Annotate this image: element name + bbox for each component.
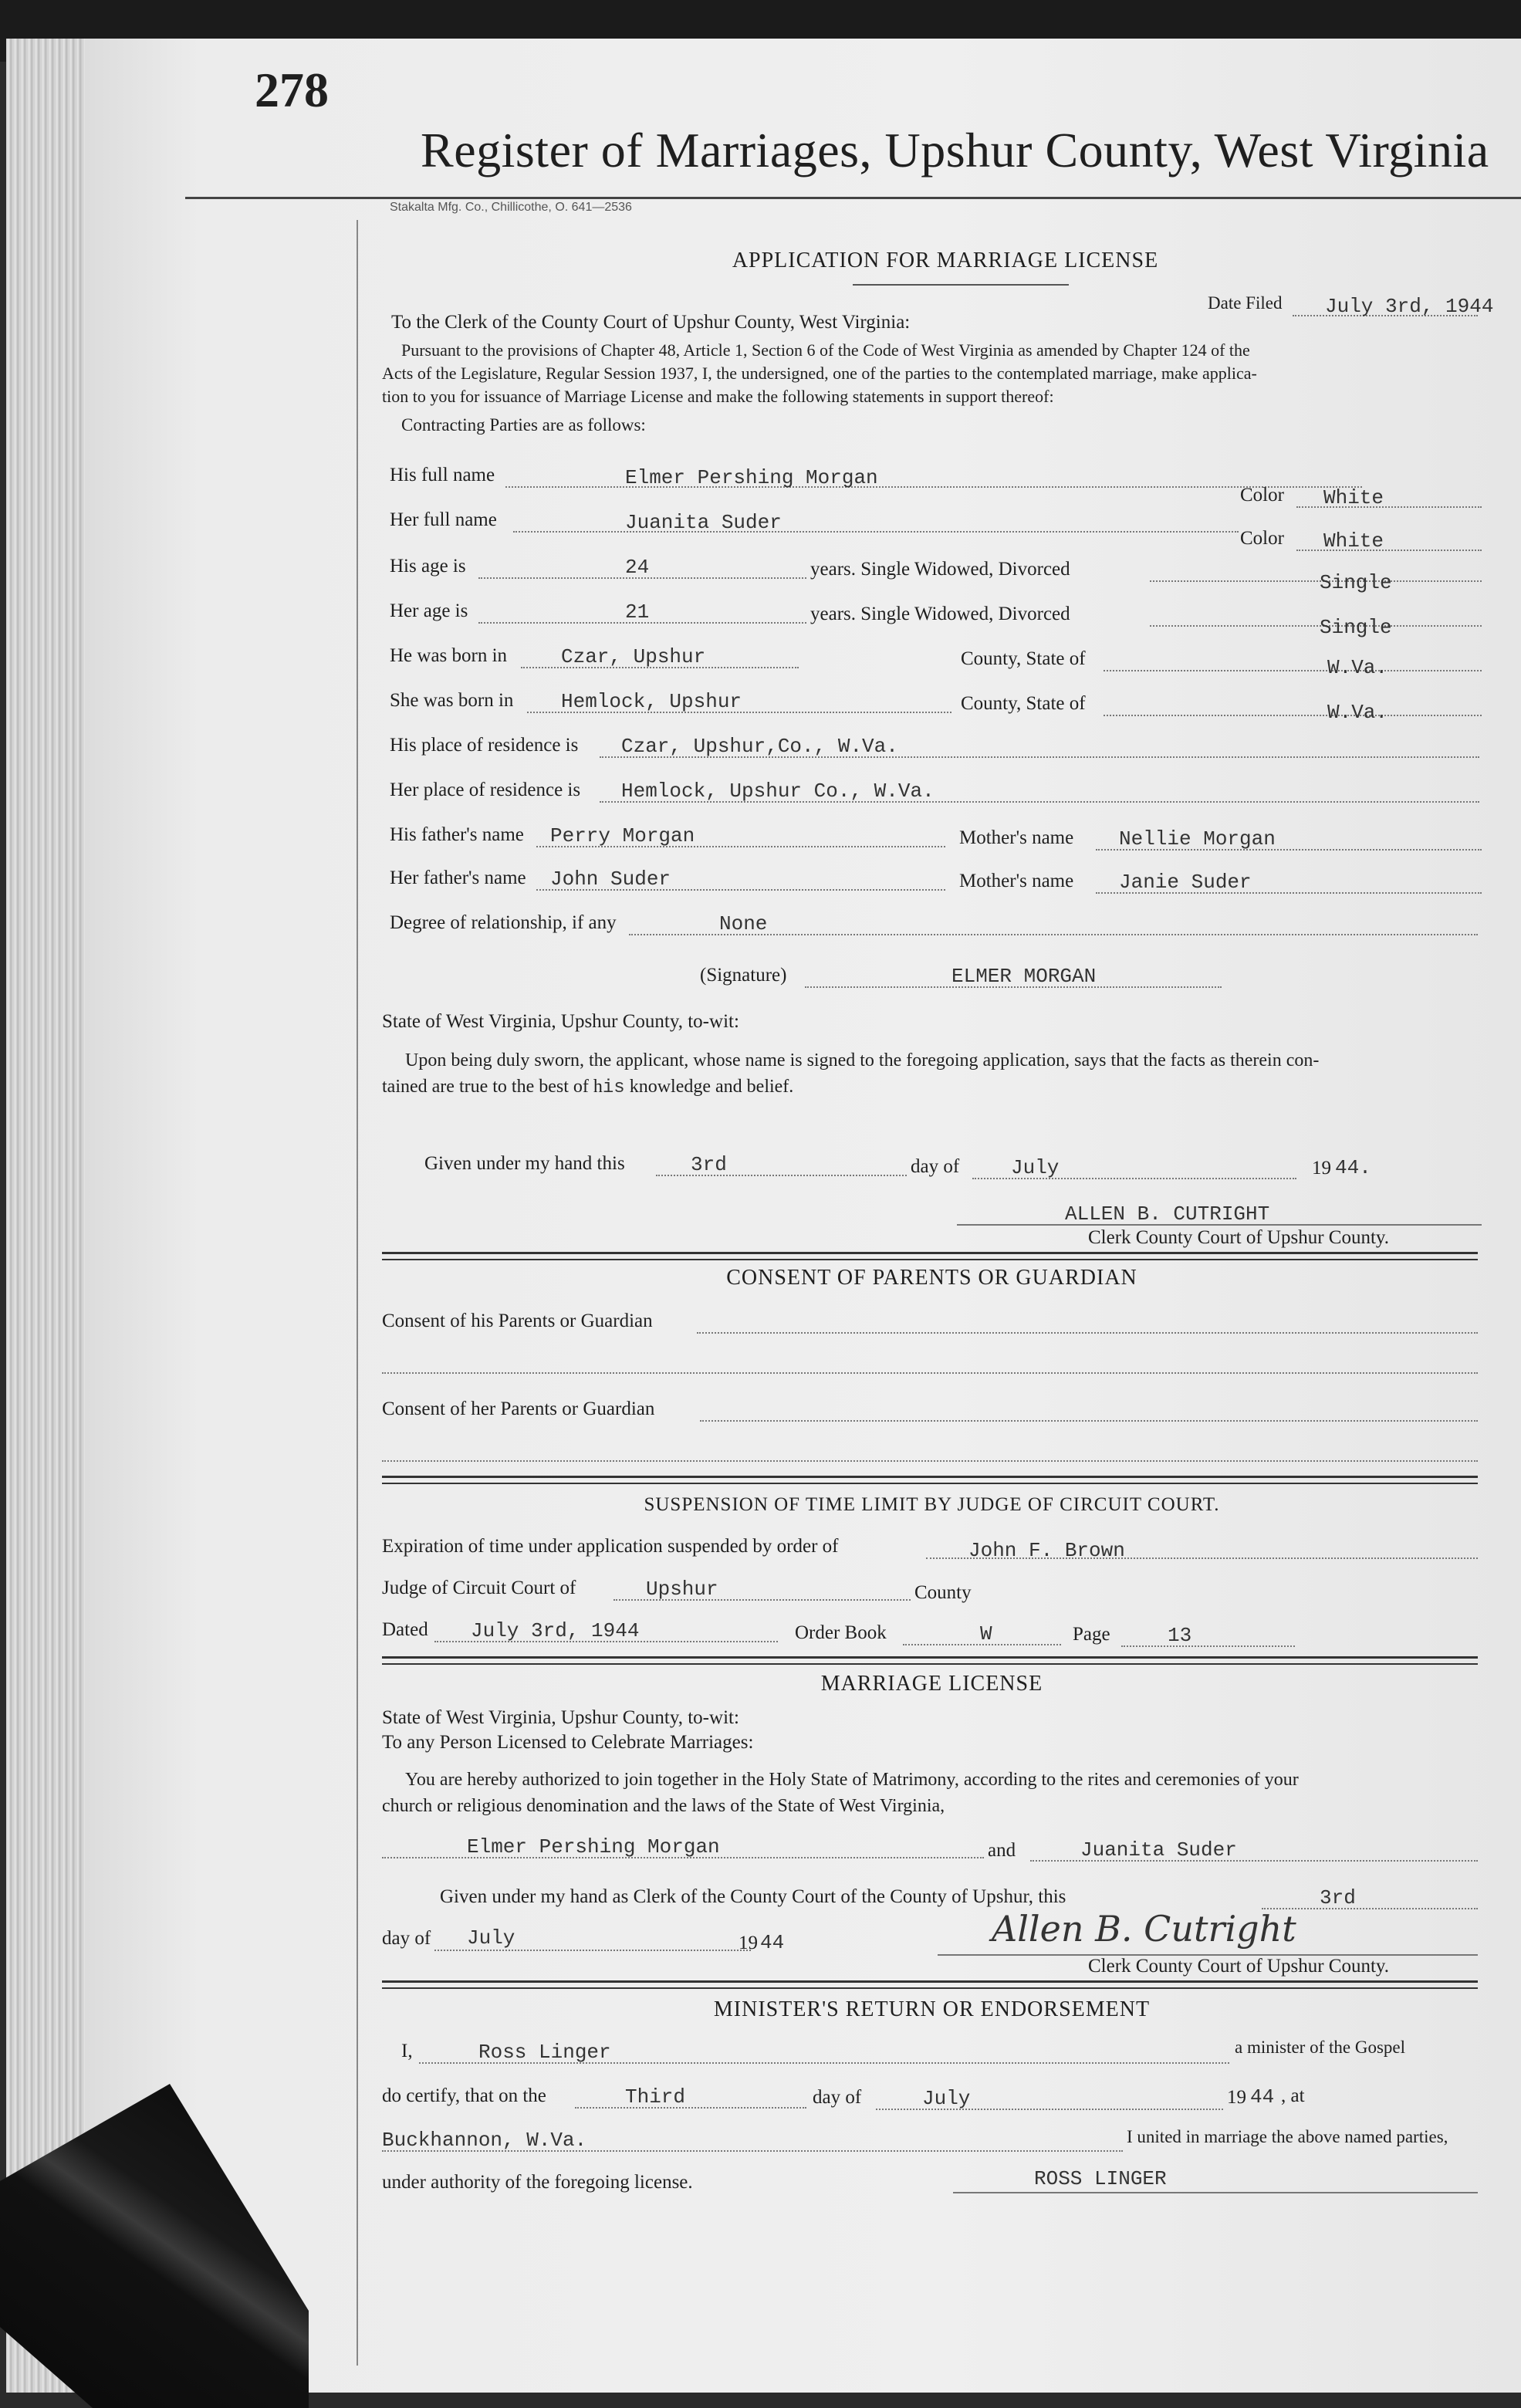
minister-day: Third [625, 2085, 686, 2109]
section-divider [382, 1980, 1478, 1989]
her-full-name-label: Her full name [390, 509, 497, 530]
his-color-value: White [1323, 486, 1384, 509]
her-color-label: Color [1240, 528, 1284, 549]
expiration-label: Expiration of time under application suspended by order of [382, 1536, 839, 1557]
given-month-value: July [1011, 1156, 1060, 1179]
license-day-of-label: day of [382, 1928, 431, 1949]
his-full-name-value: Elmer Pershing Morgan [625, 466, 878, 489]
her-mother-label: Mother's name [959, 871, 1074, 891]
his-residence-label: His place of residence is [390, 735, 579, 756]
his-status-value: Single [1320, 571, 1392, 594]
minister-gospel-label: a minister of the Gospel [1235, 2038, 1406, 2057]
she-born-value: Hemlock, Upshur [561, 690, 742, 713]
license-given-label: Given under my hand as Clerk of the County Court of the County of Upshur, this [440, 1886, 1066, 1907]
her-father-label: Her father's name [390, 867, 526, 888]
register-title: Register of Marriages, Upshur County, West Virginia [421, 123, 1489, 178]
certify-label: do certify, that on the [382, 2085, 546, 2106]
he-state-value: W.Va. [1327, 656, 1388, 679]
given-year-prefix: 19 [1312, 1158, 1331, 1179]
applicant-signature: ELMER MORGAN [951, 965, 1097, 988]
minister-heading: MINISTER'S RETURN OR ENDORSEMENT [713, 1997, 1151, 2021]
his-years-status-label: years. Single Widowed, Divorced [810, 559, 1070, 580]
judge-name-value: John F. Brown [968, 1539, 1125, 1562]
judge-label: Judge of Circuit Court of [382, 1578, 576, 1598]
page-label: Page [1073, 1624, 1110, 1645]
minister-day-of-label: day of [813, 2087, 862, 2108]
her-residence-value: Hemlock, Upshur Co., W.Va. [621, 780, 935, 803]
clerk-handwritten-signature: Allen B. Cutright [992, 1908, 1296, 1950]
his-mother-value: Nellie Morgan [1119, 827, 1276, 851]
his-full-name-label: His full name [390, 465, 495, 485]
license-clerk-title: Clerk County Court of Upshur County. [1088, 1956, 1390, 1977]
her-age-label: Her age is [390, 600, 468, 621]
his-color-label: Color [1240, 485, 1284, 506]
her-residence-label: Her place of residence is [390, 780, 581, 800]
license-heading: MARRIAGE LICENSE [820, 1672, 1043, 1696]
license-month: July [467, 1926, 515, 1950]
her-mother-value: Janie Suder [1119, 871, 1252, 894]
state-line: State of West Virginia, Upshur County, to-wit: [382, 1011, 739, 1032]
dated-label: Dated [382, 1619, 428, 1640]
given-year-value: 44. [1335, 1156, 1371, 1179]
form-left-rule [357, 220, 358, 2366]
page-number: 278 [255, 63, 329, 117]
her-color-value: White [1323, 529, 1384, 553]
he-born-value: Czar, Upshur [561, 645, 706, 668]
she-born-label: She was born in [390, 690, 514, 711]
his-mother-label: Mother's name [959, 827, 1074, 848]
license-auth-line-1: You are hereby authorized to join together in the Holy State of Matrimony, according to the rites and ceremonies of your [405, 1770, 1299, 1790]
degree-value: None [719, 912, 768, 935]
his-residence-value: Czar, Upshur,Co., W.Va. [621, 735, 898, 758]
license-to-any: To any Person Licensed to Celebrate Marriages: [382, 1732, 754, 1753]
header-rule [185, 197, 1521, 199]
minister-at-label: , at [1281, 2085, 1305, 2106]
her-father-value: John Suder [550, 867, 671, 891]
intro-line-3: tion to you for issuance of Marriage License and make the following statements in support thereof: [382, 387, 1054, 406]
sworn-line-2b: is [602, 1077, 625, 1098]
dated-value: July 3rd, 1944 [471, 1619, 640, 1642]
she-state-value: W.Va. [1327, 701, 1388, 724]
united-label: I united in marriage the above named parties, [1127, 2127, 1448, 2146]
minister-name: Ross Linger [478, 2041, 611, 2064]
his-age-label: His age is [390, 556, 466, 577]
license-year-prefix: 19 [739, 1933, 758, 1953]
she-county-state-label: County, State of [961, 693, 1086, 714]
minister-month: July [922, 2087, 971, 2110]
order-book-label: Order Book [795, 1622, 887, 1643]
signature-label: (Signature) [700, 965, 787, 986]
license-state-line: State of West Virginia, Upshur County, to-wit: [382, 1707, 739, 1728]
license-auth-line-2: church or religious denomination and the laws of the State of West Virginia, [382, 1796, 945, 1816]
license-year: 44 [760, 1931, 785, 1954]
order-book-value: W [980, 1622, 992, 1645]
her-age-value: 21 [625, 600, 650, 624]
section-divider [382, 1656, 1478, 1665]
section-divider [382, 1252, 1478, 1260]
ceremony-place: Buckhannon, W.Va. [382, 2129, 587, 2152]
he-county-state-label: County, State of [961, 648, 1086, 669]
application-heading: APPLICATION FOR MARRIAGE LICENSE [732, 249, 1159, 272]
bride-name: Juanita Suder [1080, 1838, 1237, 1862]
intro-line-1: Pursuant to the provisions of Chapter 48, Article 1, Section 6 of the Code of West Virginia as amended by Chapter 124 of the [401, 340, 1250, 360]
suspension-heading: SUSPENSION OF TIME LIMIT BY JUDGE OF CIRCUIT COURT. [644, 1494, 1220, 1515]
sworn-line-2a: tained are true to the best of h [382, 1077, 603, 1097]
intro-line-2: Acts of the Legislature, Regular Session 1937, I, the undersigned, one of the parties to the contemplated marriage, make applica- [382, 364, 1257, 383]
given-label: Given under my hand this [424, 1153, 625, 1174]
his-age-value: 24 [625, 556, 650, 579]
he-born-label: He was born in [390, 645, 508, 666]
minister-i-label: I, [401, 2041, 413, 2061]
minister-year: 44 [1250, 2085, 1275, 2109]
county-label: County [914, 1582, 972, 1603]
minister-signature: ROSS LINGER [1034, 2167, 1167, 2190]
clerk-title: Clerk County Court of Upshur County. [1088, 1227, 1390, 1248]
heading-underline [853, 284, 1069, 286]
consent-her-label: Consent of her Parents or Guardian [382, 1398, 655, 1419]
given-day-of-label: day of [911, 1156, 960, 1177]
authority-label: under authority of the foregoing license. [382, 2172, 693, 2193]
date-filed-label: Date Filed [1208, 293, 1283, 313]
sworn-line-2c: knowledge and belief. [629, 1077, 794, 1097]
his-father-label: His father's name [390, 824, 524, 845]
page-value: 13 [1168, 1624, 1192, 1647]
degree-label: Degree of relationship, if any [390, 912, 617, 933]
clerk-name: ALLEN B. CUTRIGHT [1065, 1202, 1270, 1226]
to-clerk-line: To the Clerk of the County Court of Upshur County, West Virginia: [391, 312, 911, 333]
her-years-status-label: years. Single Widowed, Divorced [810, 604, 1070, 624]
contracting-line: Contracting Parties are as follows: [401, 415, 646, 435]
consent-his-label: Consent of his Parents or Guardian [382, 1311, 653, 1331]
printer-note: Stakalta Mfg. Co., Chillicothe, O. 641—2536 [390, 201, 632, 214]
license-and-label: and [988, 1840, 1016, 1861]
section-divider [382, 1476, 1478, 1484]
date-filed-value: July 3rd, 1944 [1325, 295, 1494, 318]
sworn-line-1: Upon being duly sworn, the applicant, whose name is signed to the foregoing application, says that the facts as therein con- [405, 1050, 1320, 1070]
her-full-name-value: Juanita Suder [625, 511, 782, 534]
given-day-value: 3rd [691, 1153, 727, 1176]
his-father-value: Perry Morgan [550, 824, 695, 847]
her-status-value: Single [1320, 616, 1392, 639]
minister-year-prefix: 19 [1227, 2087, 1246, 2108]
consent-heading: CONSENT OF PARENTS OR GUARDIAN [726, 1266, 1137, 1290]
groom-name: Elmer Pershing Morgan [467, 1835, 720, 1858]
license-given-day: 3rd [1320, 1886, 1356, 1909]
judge-county-value: Upshur [646, 1578, 718, 1601]
